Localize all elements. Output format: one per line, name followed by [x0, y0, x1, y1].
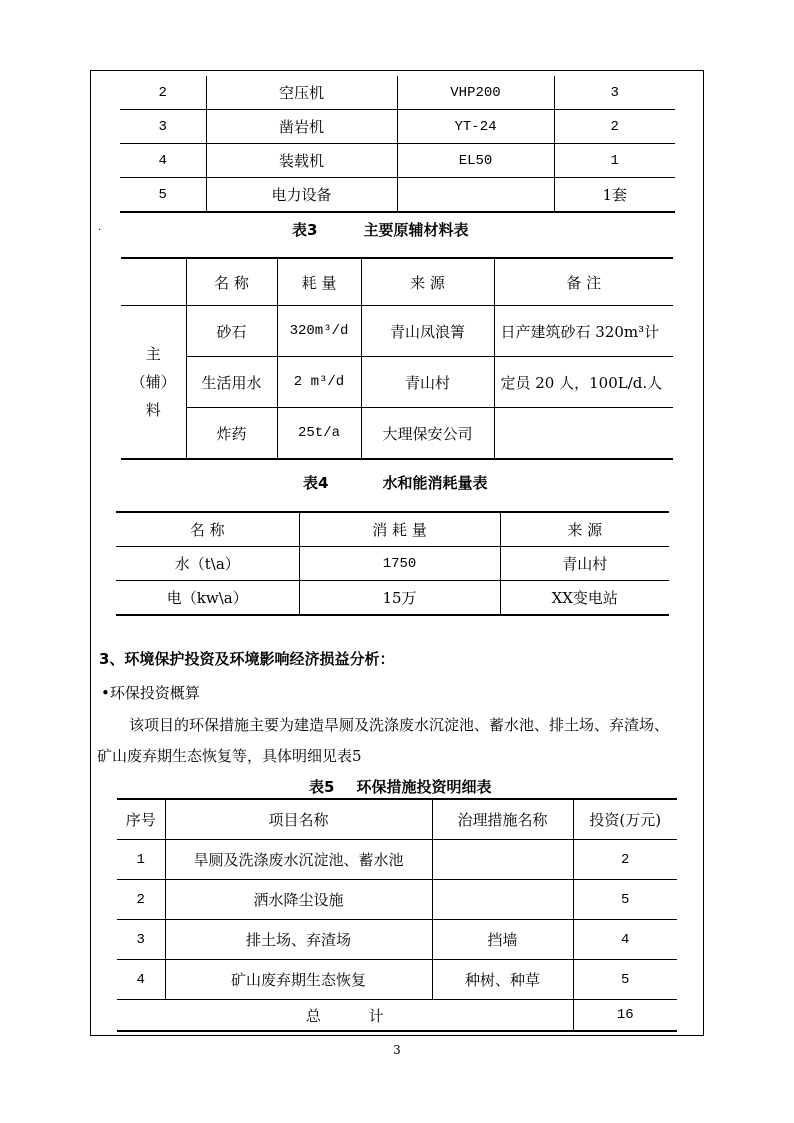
cell: 2 m³/d [277, 357, 361, 408]
cell: 电力设备 [206, 178, 397, 213]
group-label-line: （辅） [130, 373, 176, 391]
cell: 1 [117, 840, 165, 880]
cell: 5 [120, 178, 206, 213]
cell: 1750 [299, 547, 500, 581]
table-row [117, 920, 677, 960]
table-row [121, 408, 673, 460]
cell: 1套 [554, 178, 675, 213]
table5-caption [309, 776, 491, 797]
total-row [117, 1000, 677, 1032]
bullet-heading: •环保投资概算 [101, 684, 200, 702]
cell [432, 880, 573, 920]
materials-table [121, 257, 673, 460]
cell: 种树、种草 [432, 960, 573, 1000]
table-row [120, 178, 675, 213]
cell: 320m³/d [277, 306, 361, 357]
cell: 3 [554, 76, 675, 110]
cell: 4 [573, 920, 677, 960]
table-header-row [116, 512, 669, 547]
cell: 旱厕及洗涤废水沉淀池、蓄水池 [165, 840, 432, 880]
cell: 25t/a [277, 408, 361, 460]
cell: YT-24 [397, 110, 554, 144]
cell: 青山凤浪箐 [361, 306, 494, 357]
cell: 大理保安公司 [361, 408, 494, 460]
cell: 日产建筑砂石 320m³计 [494, 306, 673, 357]
caption-number: 表3 [292, 221, 318, 239]
cell: 3 [120, 110, 206, 144]
cell: 装载机 [206, 144, 397, 178]
table-row [116, 581, 669, 616]
cell: 青山村 [500, 547, 669, 581]
cell [397, 178, 554, 213]
table-row [121, 306, 673, 357]
cell: EL50 [397, 144, 554, 178]
header-cell: 名 称 [186, 258, 277, 306]
table4-caption [303, 472, 487, 493]
header-cell: 消 耗 量 [299, 512, 500, 547]
cell: 定员 20 人，100L/d.人 [494, 357, 673, 408]
cell: 炸药 [186, 408, 277, 460]
cell: 洒水降尘设施 [165, 880, 432, 920]
table-header-row [117, 799, 677, 840]
header-cell: 来 源 [361, 258, 494, 306]
table3-caption [292, 219, 468, 240]
cell: 3 [117, 920, 165, 960]
paragraph-line: 该项目的环保措施主要为建造旱厕及洗涤废水沉淀池、蓄水池、排土场、弃渣场、 [129, 716, 670, 734]
caption-title: 主要原辅材料表 [363, 221, 469, 239]
cell: VHP200 [397, 76, 554, 110]
cell: 空压机 [206, 76, 397, 110]
header-cell: 来 源 [500, 512, 669, 547]
header-cell: 名 称 [116, 512, 299, 547]
paragraph-line: 矿山废弃期生态恢复等，具体明细见表5 [97, 747, 362, 765]
total-label: 总 计 [117, 1000, 573, 1032]
cell: 2 [554, 110, 675, 144]
cell: 4 [120, 144, 206, 178]
cell: 2 [117, 880, 165, 920]
header-cell: 序号 [117, 799, 165, 840]
section-heading: 3、环境保护投资及环境影响经济损益分析： [99, 650, 395, 668]
cell: 15万 [299, 581, 500, 616]
header-cell-empty [121, 258, 186, 306]
caption-number: 表5 [309, 778, 335, 796]
group-label-cell [121, 306, 186, 460]
total-value: 16 [573, 1000, 677, 1032]
cell: 2 [573, 840, 677, 880]
equipment-table [120, 76, 675, 213]
cell: 矿山废弃期生态恢复 [165, 960, 432, 1000]
header-cell: 备 注 [494, 258, 673, 306]
dot-mark: . [98, 222, 102, 233]
table-header-row [121, 258, 673, 306]
table-row [120, 76, 675, 110]
group-label-line: 主 [145, 345, 161, 363]
table-row [120, 144, 675, 178]
caption-title: 水和能消耗量表 [382, 474, 488, 492]
cell: 挡墙 [432, 920, 573, 960]
table-row [117, 880, 677, 920]
page-number: 3 [393, 1043, 401, 1057]
table-row [117, 960, 677, 1000]
cell: 电（kw\a） [116, 581, 299, 616]
table-row [120, 110, 675, 144]
cell: 5 [573, 880, 677, 920]
cell: 5 [573, 960, 677, 1000]
header-cell: 治理措施名称 [432, 799, 573, 840]
cell: 水（t\a） [116, 547, 299, 581]
header-cell: 耗 量 [277, 258, 361, 306]
cell: 砂石 [186, 306, 277, 357]
table-row [116, 547, 669, 581]
cell: 1 [554, 144, 675, 178]
investment-table [117, 798, 677, 1032]
group-label-line: 料 [145, 401, 161, 419]
consumption-table [116, 511, 669, 616]
header-cell: 项目名称 [165, 799, 432, 840]
cell: 4 [117, 960, 165, 1000]
table-row [117, 840, 677, 880]
table-row [121, 357, 673, 408]
cell: XX变电站 [500, 581, 669, 616]
cell: 青山村 [361, 357, 494, 408]
cell: 排土场、弃渣场 [165, 920, 432, 960]
cell: 凿岩机 [206, 110, 397, 144]
cell [494, 408, 673, 460]
cell: 生活用水 [186, 357, 277, 408]
cell [432, 840, 573, 880]
caption-number: 表4 [303, 474, 329, 492]
caption-title: 环保措施投资明细表 [356, 778, 492, 796]
cell: 2 [120, 76, 206, 110]
header-cell: 投资(万元) [573, 799, 677, 840]
